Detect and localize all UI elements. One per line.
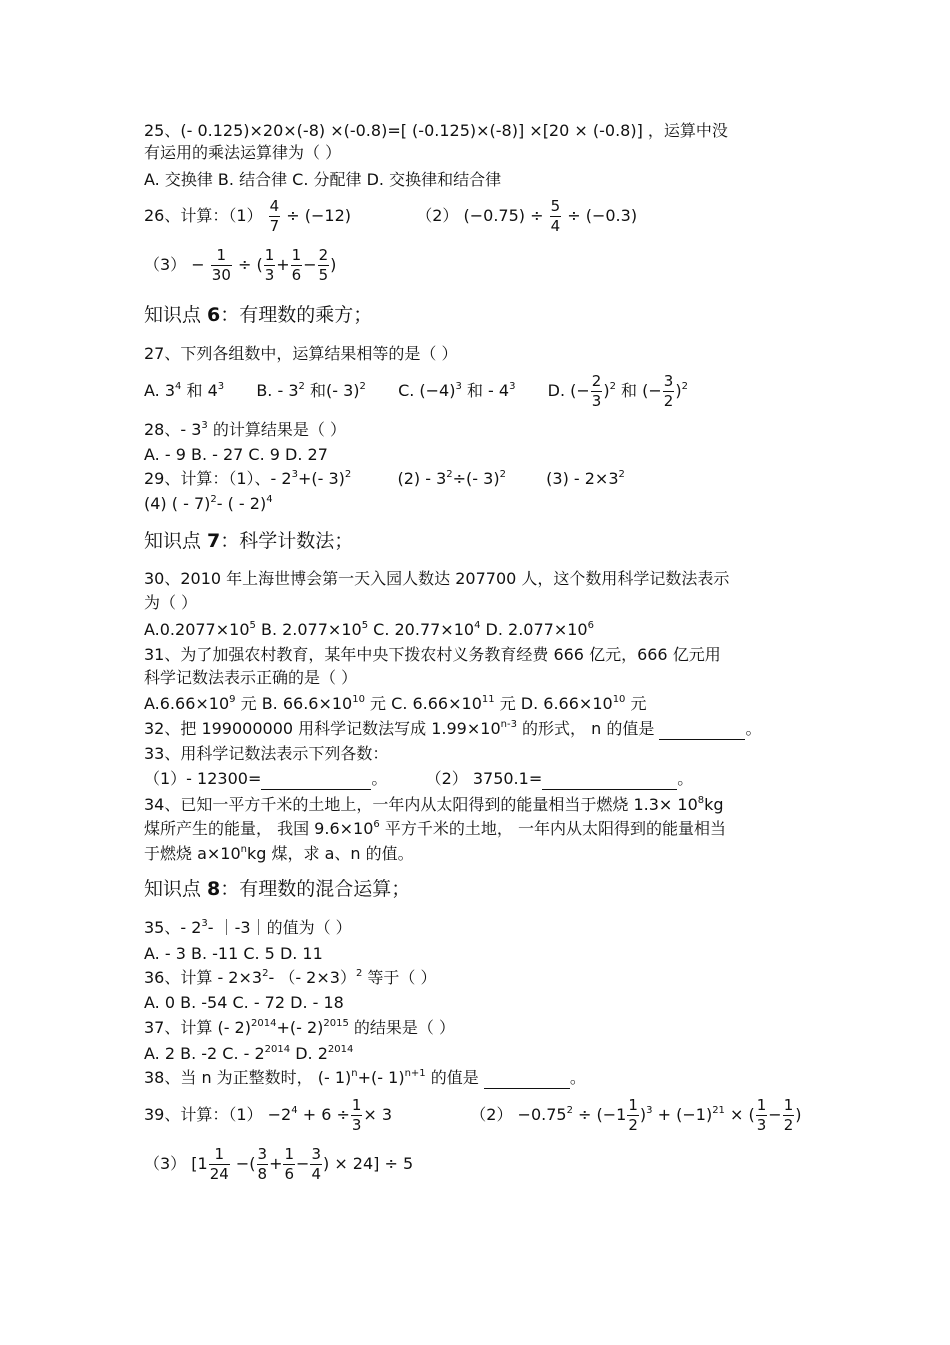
q25-options: A. 交换律 B. 结合律 C. 分配律 D. 交换律和结合律	[144, 170, 502, 189]
q33-stem: 33、用科学记数法表示下列各数：	[144, 744, 389, 763]
q29-line1: 29、计算：（1）、- $2^3+(-$ 3)$^2$ $(2) - 3^2\div(-$ 3)$^2$ $(3) - 2\times 3^2$	[144, 469, 625, 488]
q30-options: $A.0.2077\times 10^5$ B. $2.077\times 10^5$ C. $20.77\times 10^4$ D. $2.077\times 10^6$	[144, 620, 594, 639]
section-heading-8: 知识点 8：有理数的混合运算；	[144, 878, 411, 900]
fraction: $\frac{1}{6}$	[284, 1145, 295, 1183]
q31-options: $A.6.66\times 10^9$ 元 B. $66.6\times 10^{10}$ 元 C. $6.66\times 10^{11}$ 元 D. $6.66\times 10^{10}$ 元	[144, 694, 647, 713]
fraction: $\frac{1}{3}$	[351, 1096, 362, 1134]
q26-part1-2: 26、计算：（1） $\frac{4}{7}$ ÷ (−12) （2） (−0.75) ÷ $\frac{5}{4}$ ÷ (−0.3)	[144, 197, 638, 235]
q26-prefix: 26、计算：（1）	[144, 206, 263, 225]
fraction: $\frac{3}{4}$	[311, 1145, 321, 1183]
fraction: $\frac{1}{6}$	[291, 246, 302, 284]
q25-line2: 有运用的乘法运算律为（ ）	[144, 143, 342, 162]
answer-blank[interactable]	[484, 1068, 570, 1089]
q29-line2: (4) ( - 7)$^2$- ( - 2)$^4$	[144, 494, 273, 513]
answer-blank[interactable]	[659, 719, 745, 740]
fraction: $\frac{2}{3}$	[591, 372, 602, 410]
q28-stem: 28、- $3^3$ 的计算结果是（ ）	[144, 420, 346, 439]
fraction: $\frac{1}{24}$	[209, 1145, 229, 1183]
fraction: $\frac{1}{3}$	[264, 246, 275, 284]
q33-parts: （1）- 12300= 。 （2） 3750.1= 。	[144, 769, 694, 788]
q39-part1-2: 39、计算：$(1) -2^4 + 6$ ÷ $\frac{1}{3}$ × 3 $(2) -0.75^2 \div (-1$ $\frac{1}{2}$ )$^3 + (-1)^{21}$ × ( $\frac{1}{3}$ − $\frac{1}{2}$ )	[144, 1096, 802, 1134]
section-heading-7: 知识点 7：科学计数法；	[144, 530, 354, 552]
q34-line3: 于燃烧 $a\times 10^nkg$ 煤，求 a、n 的值。	[144, 844, 414, 863]
fraction: $\frac{2}{5}$	[318, 246, 329, 284]
q34-line2: 煤所产生的能量， 我国 $9.6\times 10^6$ 平方千米的土地， 一年内从太阳得到的能量相当	[144, 819, 726, 838]
q36-options: A. 0 B. -54 C. - 72 D. - 18	[144, 993, 344, 1012]
q32-line: 32、把 199000000 用科学记数法写成 $1.99\times 10^{n-3}$ 的形式， n 的值是 。	[144, 719, 762, 738]
section-heading-6: 知识点 6：有理数的乘方；	[144, 304, 373, 326]
q28-options: A. - 9 B. - 27 C. 9 D. 27	[144, 445, 328, 464]
q26-part3: （3） − $\frac{1}{30}$ ÷ ( $\frac{1}{3}$ + $\frac{1}{6}$ − $\frac{2}{5}$ )	[144, 246, 337, 284]
q35-options: A. - 3 B. -11 C. 5 D. 11	[144, 944, 323, 963]
fraction: $\frac{1}{30}$	[211, 246, 231, 284]
q31-line1: 31、为了加强农村教育，某年中央下拨农村义务教育经费 666 亿元，666 亿元用	[144, 645, 721, 664]
fraction: $\frac{4}{7}$	[269, 197, 280, 235]
q39-part3: （3） [1 $\frac{1}{24}$ −( $\frac{3}{8}$ + $\frac{1}{6}$ − $\frac{3}{4}$ ) × 24] ÷ 5	[144, 1145, 414, 1183]
q37-options: A. 2 B. -2 C. - $2^{2014}$ D. $2^{2014}$	[144, 1044, 354, 1063]
fraction: $\frac{1}{2}$	[783, 1096, 794, 1134]
q35-stem: 35、- $2^3-$ ｜-3｜的值为（ ）	[144, 918, 352, 937]
fraction: $\frac{3}{2}$	[663, 372, 674, 410]
answer-blank[interactable]	[261, 769, 371, 790]
q27-options: A. $3^4$ 和 $4^3$ B. - $3^2$ 和(- 3)$^2$ C. $(-4)^3$ 和 - $4^3$ D. (− $\frac{2}{3}$ )$^2$ 和 (− $\frac{3}{2}$ )$^2$	[144, 372, 688, 410]
answer-blank[interactable]	[542, 769, 677, 790]
fraction: $\frac{1}{2}$	[628, 1096, 638, 1134]
fraction: $\frac{3}{8}$	[257, 1145, 268, 1183]
q36-stem: 36、计算 - $2\times 3^2-$ （- 2×3）$^2$ 等于（ ）	[144, 968, 437, 987]
q27-stem: 27、下列各组数中，运算结果相等的是（ ）	[144, 344, 458, 363]
q34-line1: 34、已知一平方千米的土地上，一年内从太阳得到的能量相当于燃烧 $1.3\times 10^8kg$	[144, 795, 724, 814]
q37-stem: 37、计算 (- 2)$^{2014}$+(- 2)$^{2015}$ 的结果是（ ）	[144, 1018, 456, 1037]
q30-line1: 30、2010 年上海世博会第一天入园人数达 207700 人，这个数用科学记数法表示	[144, 569, 730, 588]
q30-line2: 为（ ）	[144, 593, 198, 612]
q25-line1: 25、(- 0.125)×20×(-8) ×(-0.8)=[ (-0.125)×(-8)] ×[20 × (-0.8)] ，运算中没	[144, 121, 728, 140]
q31-line2: 科学记数法表示正确的是（ ）	[144, 668, 358, 687]
fraction: $\frac{5}{4}$	[550, 197, 561, 235]
fraction: $\frac{1}{3}$	[756, 1096, 767, 1134]
q38-line: 38、当 n 为正整数时， (- 1)$^n$+(- 1)$^{n+1}$ 的值是 。	[144, 1068, 586, 1087]
